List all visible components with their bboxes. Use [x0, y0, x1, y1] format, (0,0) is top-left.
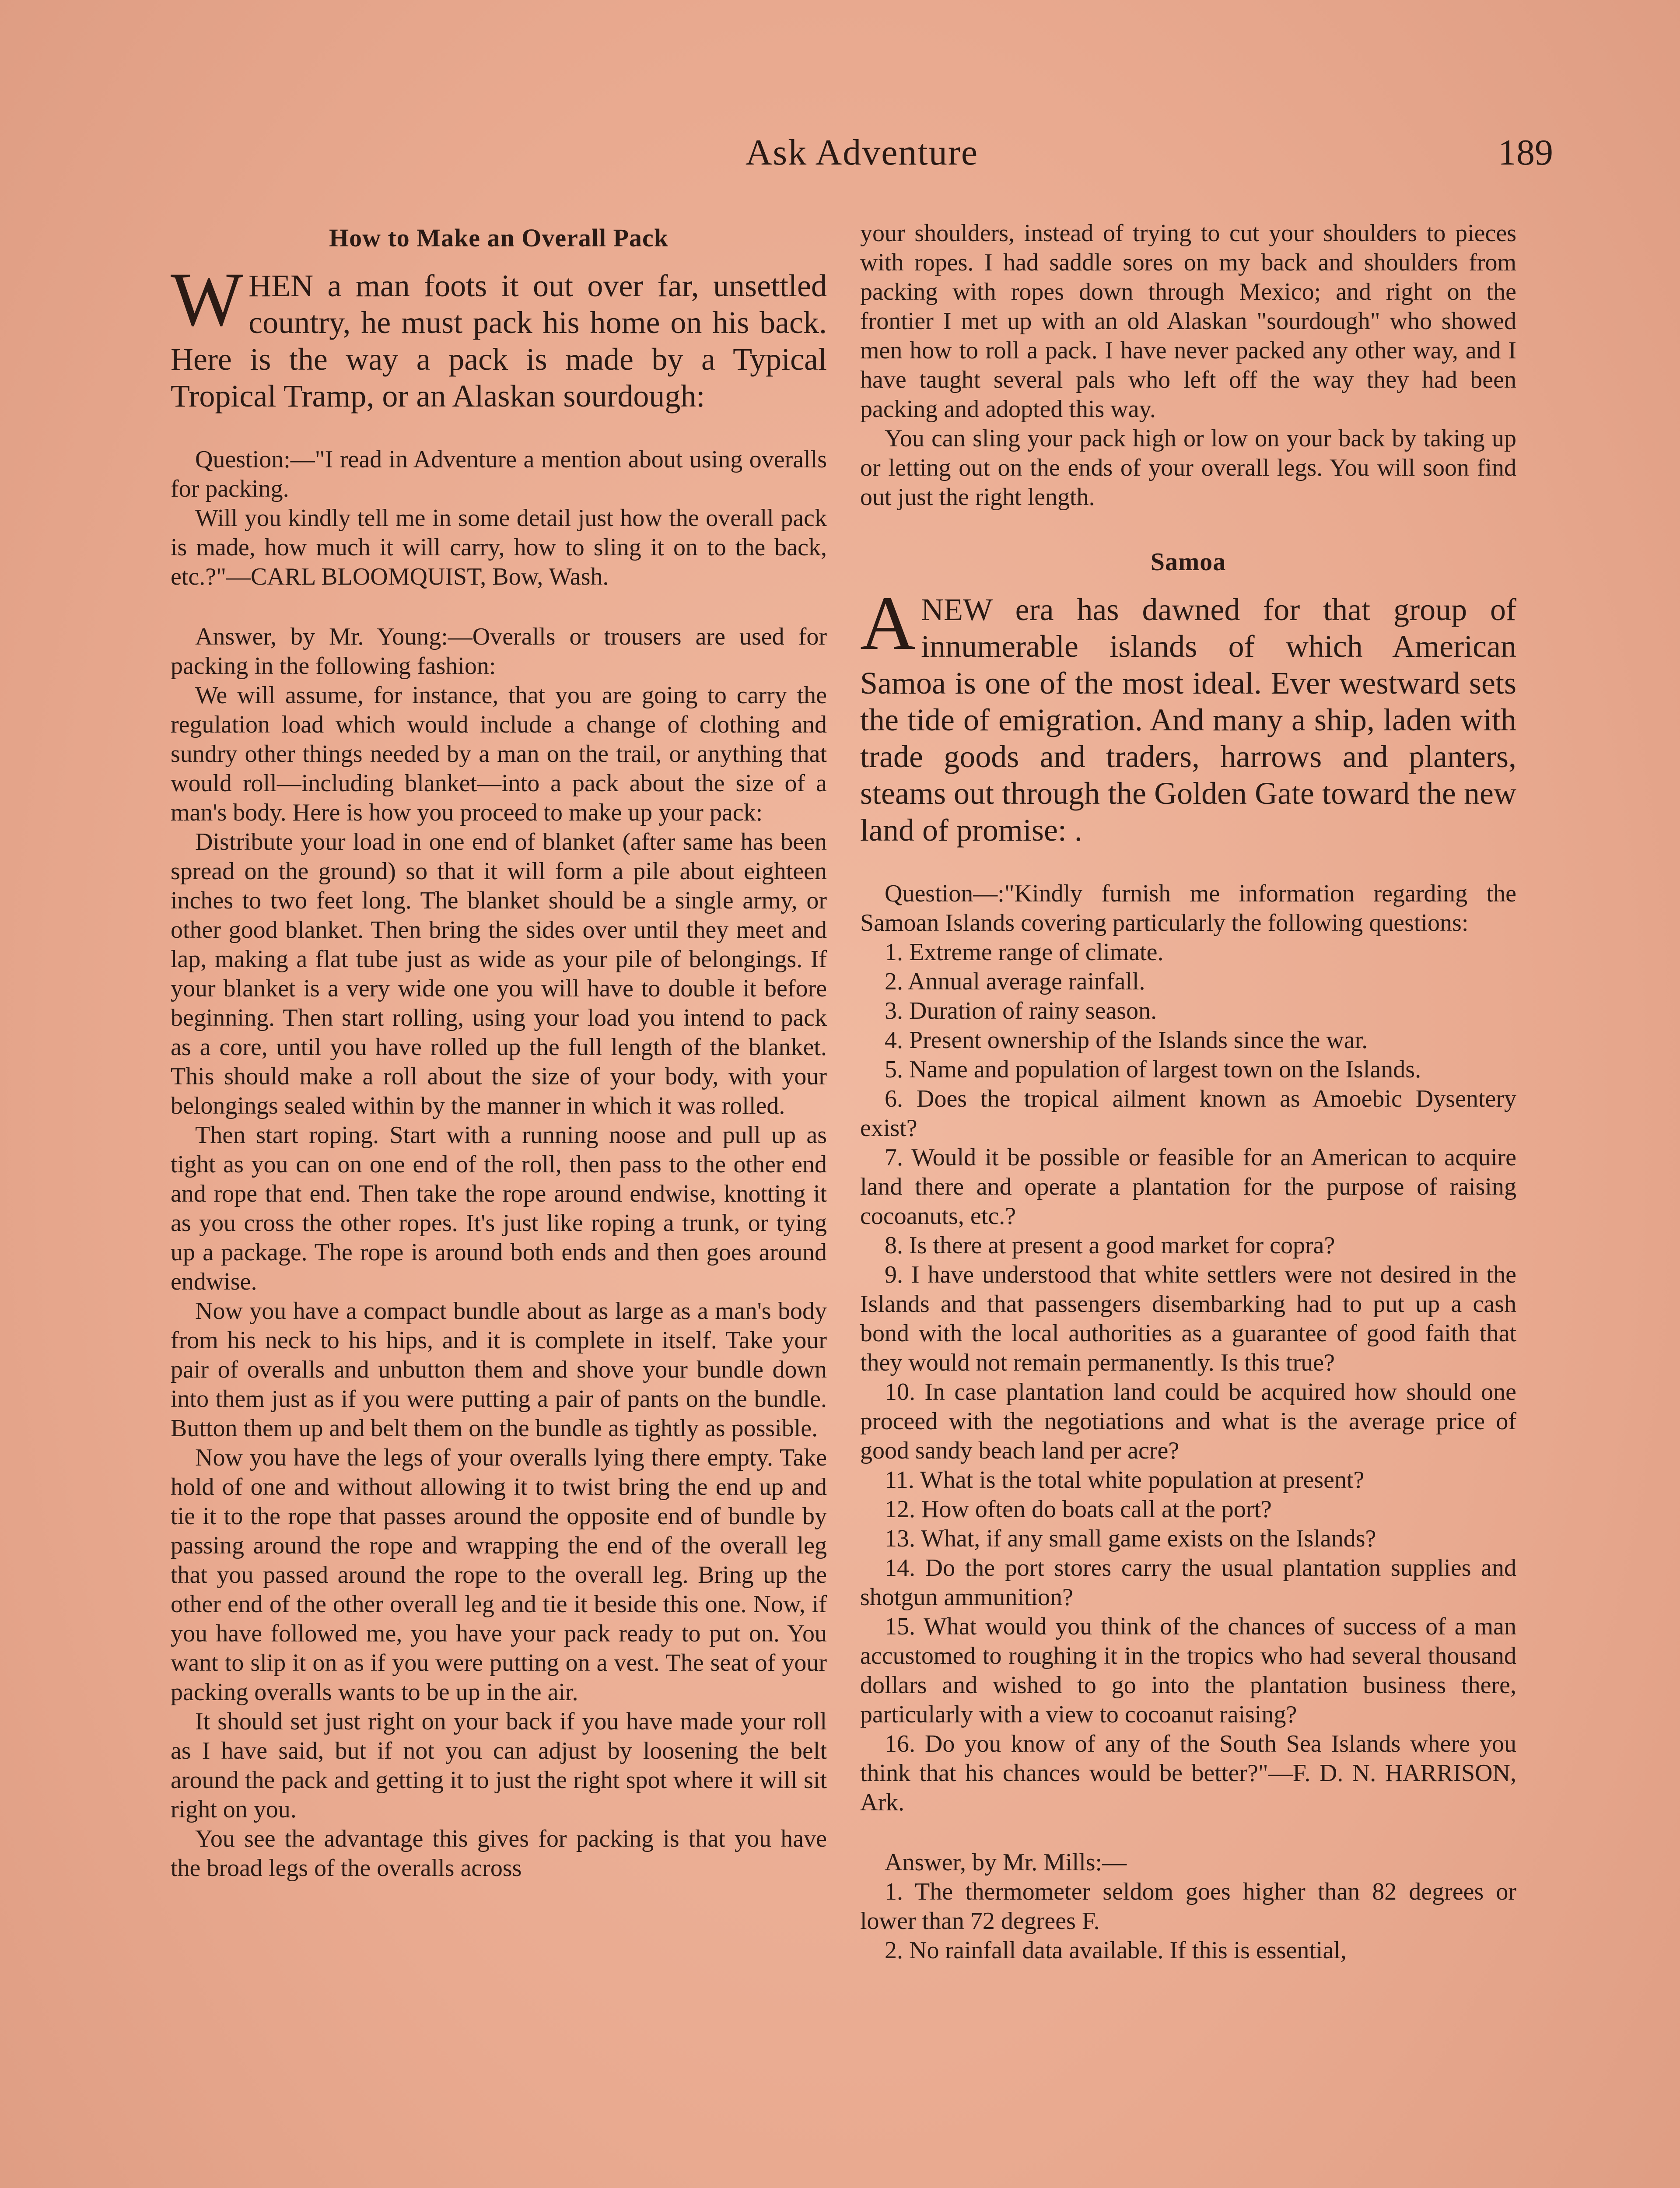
- answer-intro: Answer, by Mr. Mills:—: [885, 1849, 1127, 1876]
- question-item: 13. What, if any small game exists on the Islands?: [885, 1525, 1376, 1552]
- question-intro: Question—:"Kindly furnish me information regarding the Samoan Islands covering particularly the following questions:: [860, 880, 1516, 936]
- answer-paragraph: Now you have the legs of your overalls lying there empty. Take hold of one and without allowing it to twist bring the end up and tie it to the rope that passes around the opposite end of bundle by passing around the rope and wrapping the end of the overall leg that you passed around the rope to the overall leg. Bring up the other end of the other overall leg and tie it beside this one. Now, if you have followed me, you have your pack ready to put on. You want to slip it on as if you were putting on a vest. The seat of your packing overalls wants to be up in the air.: [171, 1444, 827, 1706]
- page-number: 189: [1498, 132, 1553, 173]
- left-column: [171, 219, 827, 1883]
- question-item: 2. Annual average rainfall.: [885, 968, 1145, 995]
- drop-cap: A: [860, 581, 916, 666]
- question-paragraph: Question:—"I read in Adventure a mention about using overalls for packing.: [171, 446, 827, 502]
- question-item: 9. I have understood that white settlers were not desired in the Islands and that passengers disembarking had to put up a cash bond with the local authorities as a guarantee of good faith that they would not remain permanently. Is this true?: [860, 1261, 1516, 1376]
- question-item: 6. Does the tropical ailment known as Amoebic Dysentery exist?: [860, 1085, 1516, 1142]
- question-item: 1. Extreme range of climate.: [885, 939, 1164, 966]
- answer-paragraph: You see the advantage this gives for packing is that you have the broad legs of the overalls across: [171, 1825, 827, 1882]
- answer-paragraph: Then start roping. Start with a running noose and pull up as tight as you can on one end of the roll, then pass to the other end and rope that end. Then take the rope around endwise, knotting it as you cross the other ropes. It's just like roping a trunk, or tying up a package. The rope is around both ends and then goes around endwise.: [171, 1122, 827, 1295]
- answer-item: 2. No rainfall data available. If this is essential,: [885, 1937, 1347, 1964]
- right-column: [860, 219, 1516, 1965]
- question-item: 8. Is there at present a good market for copra?: [885, 1232, 1335, 1259]
- question-item: 11. What is the total white population at present?: [885, 1466, 1365, 1494]
- article-title-overall-pack: How to Make an Overall Pack: [329, 224, 669, 252]
- answer-paragraph: Distribute your load in one end of blanket (after same has been spread on the ground) so that it will form a pile about eighteen inches to two feet long. The blanket should be a single army, or other good blanket. Then bring the sides over until they meet and lap, making a flat tube just as wide as your pile of belongings. If your blanket is a very wide one you will have to double it before beginning. Then start rolling, using your load you intend to pack as a core, until you have rolled up the full length of the blanket. This should make a roll about the size of your body, with your belongings sealed within by the manner in which it was rolled.: [171, 828, 827, 1119]
- question-paragraph: Will you kindly tell me in some detail just how the overall pack is made, how much it will carry, how to sling it on to the back, etc.?"—CARL BLOOMQUIST, Bow, Wash.: [171, 505, 827, 590]
- question-item: 7. Would it be possible or feasible for an American to acquire land there and operate a plantation for the purpose of raising cocoanuts, etc.?: [860, 1144, 1516, 1230]
- lead-paragraph: [860, 581, 1516, 849]
- answer-paragraph: Answer, by Mr. Young:—Overalls or trousers are used for packing in the following fashion:: [171, 623, 827, 680]
- article-title-samoa: Samoa: [1150, 547, 1226, 576]
- running-title: Ask Adventure: [745, 132, 979, 173]
- question-item: 4. Present ownership of the Islands since the war.: [885, 1027, 1368, 1054]
- question-item: 5. Name and population of largest town on the Islands.: [885, 1056, 1421, 1083]
- continued-paragraph: You can sling your pack high or low on your back by taking up or letting out on the ends of your overall legs. You will soon find out just the right length.: [860, 425, 1516, 511]
- question-item: 12. How often do boats call at the port?: [885, 1496, 1272, 1523]
- question-item: 14. Do the port stores carry the usual plantation supplies and shotgun ammunition?: [860, 1554, 1516, 1611]
- answer-paragraph: Now you have a compact bundle about as large as a man's body from his neck to his hips, and it is complete in itself. Take your pair of overalls and unbutton them and shove your bundle down into them just as if you were putting a pair of pants on the bundle. Button them up and belt them on the bundle as tightly as possible.: [171, 1297, 827, 1442]
- continued-paragraph: your shoulders, instead of trying to cut your shoulders to pieces with ropes. I had saddle sores on my back and shoulders from packing with ropes down through Mexico; and right on the frontier I met up with an old Alaskan "sourdough" who showed men how to roll a pack. I have never packed any other way, and I have taught several pals who left off the way they had been packing and adopted this way.: [860, 220, 1516, 423]
- question-item: 10. In case plantation land could be acquired how should one proceed with the negotiations and what is the average price of good sandy beach land per acre?: [860, 1378, 1516, 1464]
- lead-text: HEN a man foots it out over far, unsettled country, he must pack his home on his back. Here is the way a pack is made by a Typical Tropical Tramp, or an Alaskan sourdough:: [171, 268, 827, 414]
- lead-paragraph: [171, 257, 827, 414]
- running-header: [171, 131, 1553, 179]
- question-item: 16. Do you know of any of the South Sea Islands where you think that his chances would be better?"—F. D. N. HARRISON, Ark.: [860, 1730, 1516, 1816]
- lead-text: NEW era has dawned for that group of innumerable islands of which American Samoa is one of the most ideal. Ever westward sets the tide of emigration. And many a ship, laden with trade goods and traders, harrows and planters, steams out through the Golden Gate toward the new land of promise: .: [860, 592, 1516, 848]
- question-item: 3. Duration of rainy season.: [885, 997, 1157, 1024]
- answer-item: 1. The thermometer seldom goes higher than 82 degrees or lower than 72 degrees F.: [860, 1878, 1516, 1935]
- question-item: 15. What would you think of the chances of success of a man accustomed to roughing it in the tropics who had several thousand dollars and wished to go into the plantation business there, particularly with a view to cocoanut raising?: [860, 1613, 1516, 1728]
- answer-paragraph: We will assume, for instance, that you are going to carry the regulation load which would include a change of clothing and sundry other things needed by a man on the trail, or anything that would roll—including blanket—into a pack about the size of a man's body. Here is how you proceed to make up your pack:: [171, 682, 827, 826]
- answer-paragraph: It should set just right on your back if you have made your roll as I have said, but if not you can adjust by loosening the belt around the pack and getting it to just the right spot where it will sit right on you.: [171, 1708, 827, 1823]
- drop-cap: W: [171, 257, 244, 342]
